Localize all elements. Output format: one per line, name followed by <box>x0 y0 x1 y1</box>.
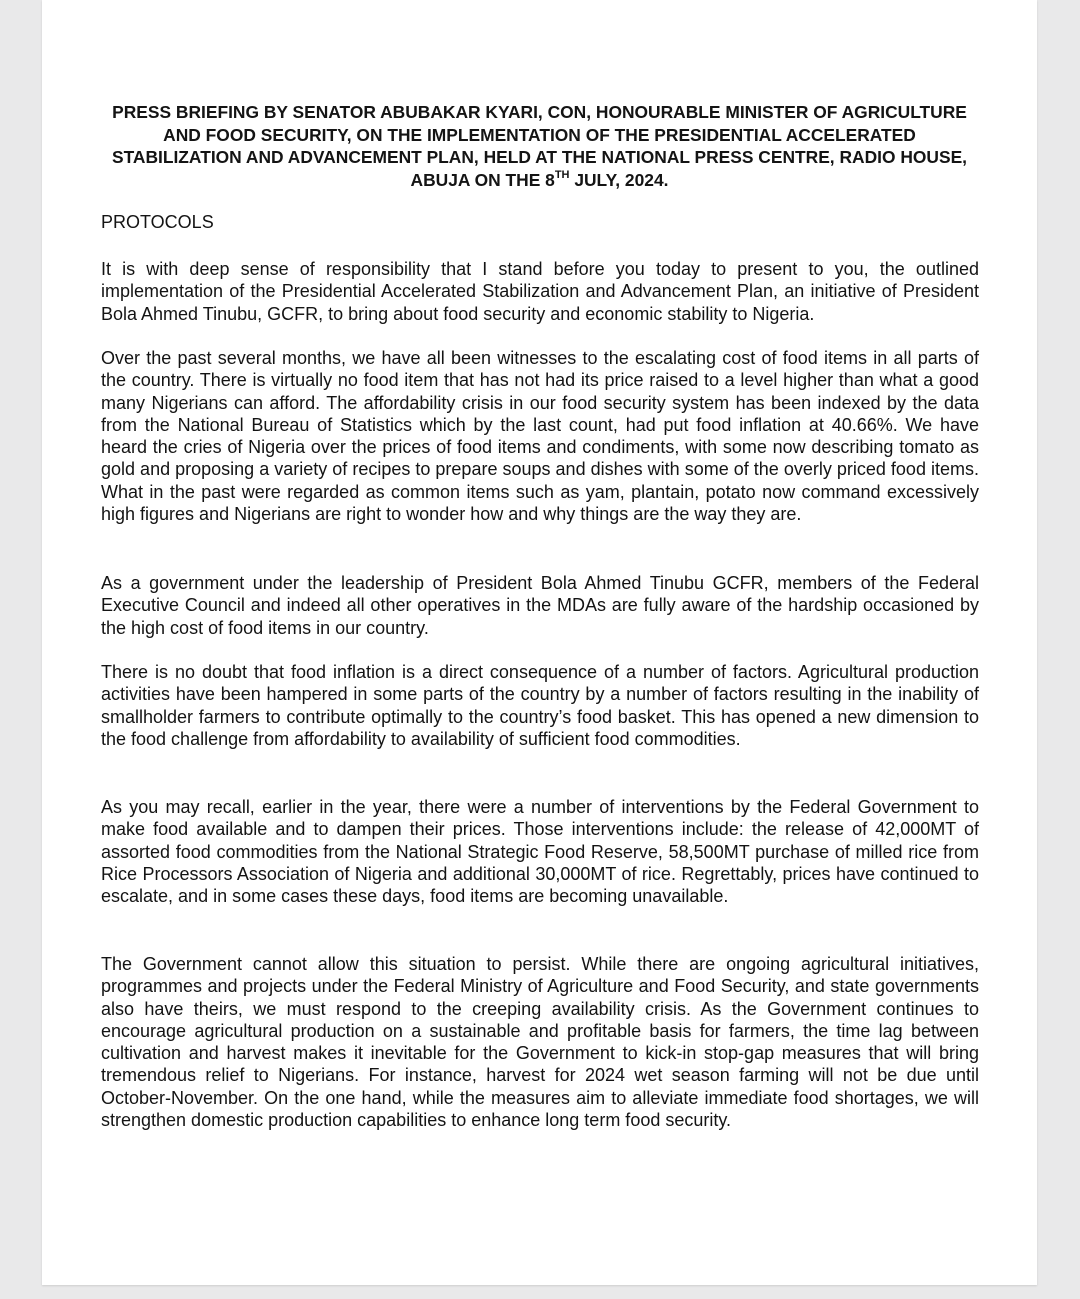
document-page <box>42 0 1037 1285</box>
paragraph-6: The Government cannot allow this situation to persist. While there are ongoing agricultural initiatives, programmes and projects under the Federal Ministry of Agriculture and Food Security, and state governments also have theirs, we must respond to the creeping availability crisis. As the Government continues to encourage agricultural production on a sustainable and profitable basis for farmers, the time lag between cultivation and harvest makes it inevitable for the Government to kick-in stop-gap measures that will bring tremendous relief to Nigerians. For instance, harvest for 2024 wet season farming will not be due until October-November. On the one hand, while the measures aim to alleviate immediate food shortages, we will strengthen domestic production capabilities to enhance long term food security. <box>101 954 979 1131</box>
title-main: PRESS BRIEFING BY SENATOR ABUBAKAR KYARI, CON, HONOURABLE MINISTER OF AGRICULTURE AND FOOD SECURITY, ON THE IMPLEMENTATION OF THE PRESIDENTIAL ACCELERATED STABILIZATION AND ADVANCEMENT PLAN, HELD AT THE NATIONAL PRESS CENTRE, RADIO HOUSE, ABUJA ON THE 8 <box>111 102 968 190</box>
paragraph-1: It is with deep sense of responsibility that I stand before you today to present to you, the outlined implementation of the Presidential Accelerated Stabilization and Advancement Plan, an initiative of President Bola Ahmed Tinubu, GCFR, to bring about food security and economic stability to Nigeria. <box>101 259 979 324</box>
paragraph-3: As a government under the leadership of President Bola Ahmed Tinubu GCFR, members of the Federal Executive Council and indeed all other operatives in the MDAs are fully aware of the hardship occasioned by the high cost of food items in our country. <box>101 573 979 638</box>
title-superscript: TH <box>554 168 570 181</box>
paragraph-2: Over the past several months, we have all been witnesses to the escalating cost of food items in all parts of the country. There is virtually no food item that has not had its price raised to a level higher than what a good many Nigerians can afford. The affordability crisis in our food security system has been indexed by the data from the National Bureau of Statistics which by the last count, had put food inflation at 40.66%. We have heard the cries of Nigeria over the prices of food items and condiments, with some now describing tomato as gold and proposing a variety of recipes to prepare soups and dishes with some of the overly priced food items. What in the past were regarded as common items such as yam, plantain, potato now command excessively high figures and Nigerians are right to wonder how and why things are the way they are. <box>101 348 979 525</box>
paragraph-5: As you may recall, earlier in the year, there were a number of interventions by the Federal Government to make food available and to dampen their prices. Those interventions include: the release of 42,000MT of assorted food commodities from the National Strategic Food Reserve, 58,500MT purchase of milled rice from Rice Processors Association of Nigeria and additional 30,000MT of rice. Regrettably, prices have continued to escalate, and in some cases these days, food items are becoming unavailable. <box>101 797 979 907</box>
document-title <box>102 101 977 191</box>
title-end: JULY, 2024. <box>569 169 669 190</box>
paragraph-4: There is no doubt that food inflation is a direct consequence of a number of factors. Agricultural production activities have been hampered in some parts of the country by a number of factors resulting in the inability of smallholder farmers to contribute optimally to the country’s food basket. This has opened a new dimension to the food challenge from affordability to availability of sufficient food commodities. <box>101 662 979 749</box>
protocols-heading: PROTOCOLS <box>101 212 214 232</box>
